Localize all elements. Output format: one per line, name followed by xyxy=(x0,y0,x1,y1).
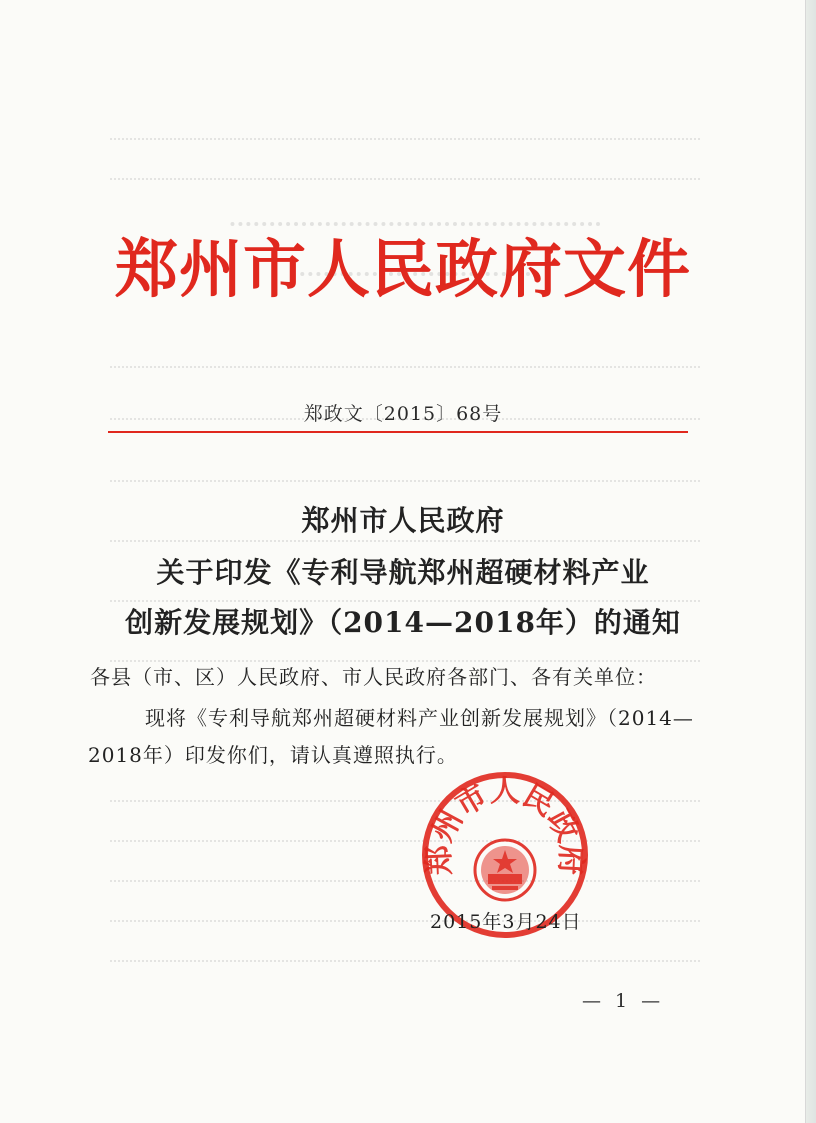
red-divider-line xyxy=(108,431,688,433)
masthead: 郑州市人民政府文件 xyxy=(115,233,691,306)
document-number: 郑政文〔2015〕68号 xyxy=(303,403,503,425)
issue-date: 2015年3月24日 xyxy=(430,911,582,933)
title-line-1: 郑州市人民政府 xyxy=(301,504,505,537)
title-line-2: 关于印发《专利导航郑州超硬材料产业 xyxy=(156,556,650,589)
emblem-icon xyxy=(475,840,535,900)
body-line-2: 2018年）印发你们，请认真遵照执行。 xyxy=(88,743,458,767)
body-line-1: 现将《专利导航郑州超硬材料产业创新发展规划》（2014— xyxy=(145,706,694,730)
page-number: — 1 — xyxy=(582,990,665,1012)
title-line-3: 创新发展规划》（2014—2018年）的通知 xyxy=(125,606,681,639)
salutation: 各县（市、区）人民政府、市人民政府各部门、各有关单位： xyxy=(90,665,657,689)
seal-text: 郑州市人民政府 xyxy=(421,774,589,876)
scan-edge xyxy=(806,0,816,1123)
